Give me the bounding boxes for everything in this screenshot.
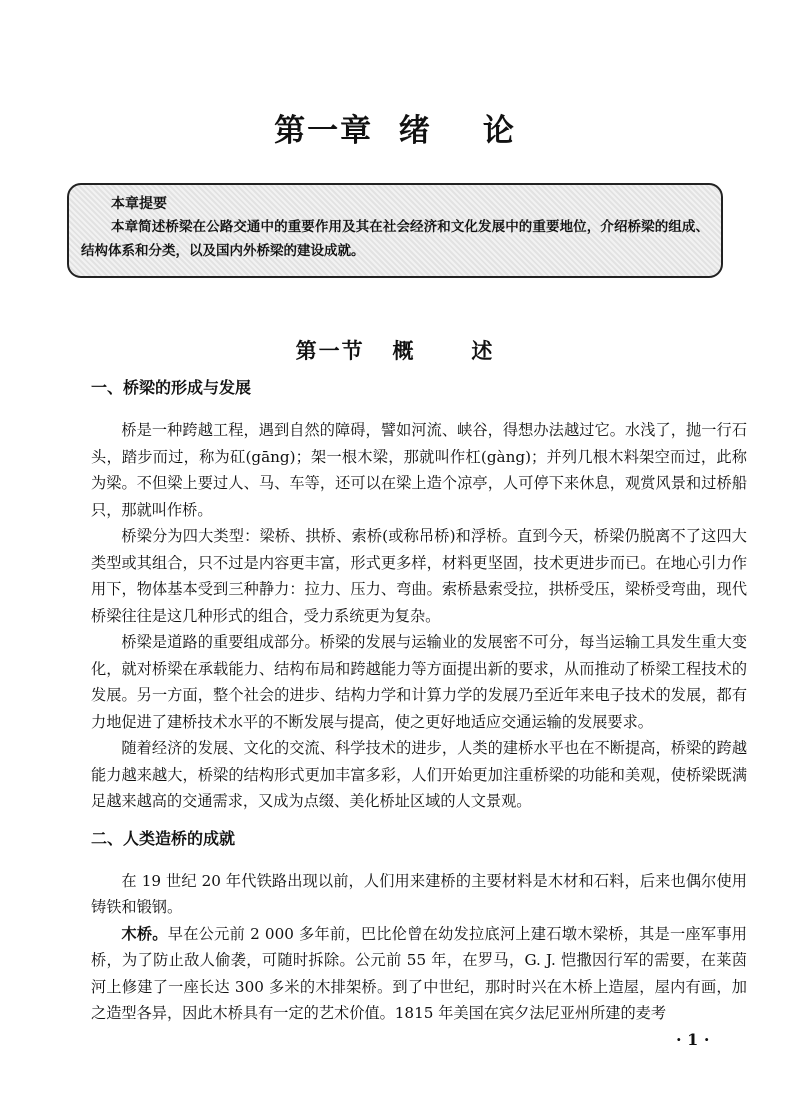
section-title: 第一节 概 述: [295, 339, 495, 364]
paragraph: 桥梁是道路的重要组成部分。桥梁的发展与运输业的发展密不可分，每当运输工具发生重大变化，就对桥梁在承载能力、结构布局和跨越能力等方面提出新的要求，从而推动了桥梁工程技术的发展。另一方面，整个社会的进步、结构力学和计算力学的发展乃至近年来电子技术的发展，都有力地促进了建桥技术水平的不断发展与提高，使之更好地适应交通运输的发展要求。: [91, 633, 747, 731]
wooden-bridge-text: 早在公元前 2 000 多年前，巴比伦曾在幼发拉底河上建石墩木梁桥，其是一座军事用桥，为了防止敌人偷袭，可随时拆除。公元前 55 年，在罗马，G. J. 恺撒因行军的需要，在莱茵河上修建了一座长达 300 多米的木排架桥。到了中世纪，那时时兴在木桥上造屋，屋内有画，加之造型各异，因此木桥具有一定的艺术价值。1815 年美国在宾夕法尼亚州所建的麦考: [91, 924, 747, 1022]
wooden-bridge-term: 木桥。: [121, 924, 168, 943]
summary-heading: 本章提要: [111, 196, 167, 212]
paragraph: 随着经济的发展、文化的交流、科学技术的进步，人类的建桥水平也在不断提高，桥梁的跨越能力越来越大，桥梁的结构形式更加丰富多彩，人们开始更加注重桥梁的功能和美观，使桥梁既满足越来越高的交通需求，又成为点缀、美化桥址区域的人文景观。: [91, 739, 747, 810]
subheading-formation: 一、桥梁的形成与发展: [91, 378, 252, 397]
paragraph: 桥梁分为四大类型：梁桥、拱桥、索桥(或称吊桥)和浮桥。直到今天，桥梁仍脱离不了这四大类型或其组合，只不过是内容更丰富，形式更多样，材料更坚固，技术更进步而已。在地心引力作用下，物体基本受到三种静力：拉力、压力、弯曲。索桥悬索受拉，拱桥受压，梁桥受弯曲，现代桥梁往往是这几种形式的组合，受力系统更为复杂。: [91, 527, 747, 625]
paragraph-wooden-bridge: [91, 921, 747, 1027]
subheading-achievements: 二、人类造桥的成就: [91, 828, 236, 848]
paragraph: 在 19 世纪 20 年代铁路出现以前，人们用来建桥的主要材料是木材和石料，后来也偶尔使用铸铁和锻钢。: [91, 871, 747, 916]
page-number: · 1 ·: [676, 1030, 710, 1049]
main-content: [91, 376, 747, 1027]
chapter-title: 第一章 绪 论: [274, 112, 516, 149]
chapter-summary-box: [67, 183, 723, 278]
summary-text: 本章简述桥梁在公路交通中的重要作用及其在社会经济和文化发展中的重要地位，介绍桥梁的组成、结构体系和分类，以及国内外桥梁的建设成就。: [81, 219, 709, 259]
section-gap: [91, 815, 747, 827]
paragraph: 桥是一种跨越工程，遇到自然的障碍，譬如河流、峡谷，得想办法越过它。水浅了，抛一行石头，踏步而过，称为矼(gāng)；架一根木梁，那就叫作杠(gàng)；并列几根木料架空而过，此称为梁。不但梁上要过人、马、车等，还可以在梁上造个凉亭，人可停下来休息，观赏风景和过桥船只，那就叫作桥。: [91, 421, 747, 519]
